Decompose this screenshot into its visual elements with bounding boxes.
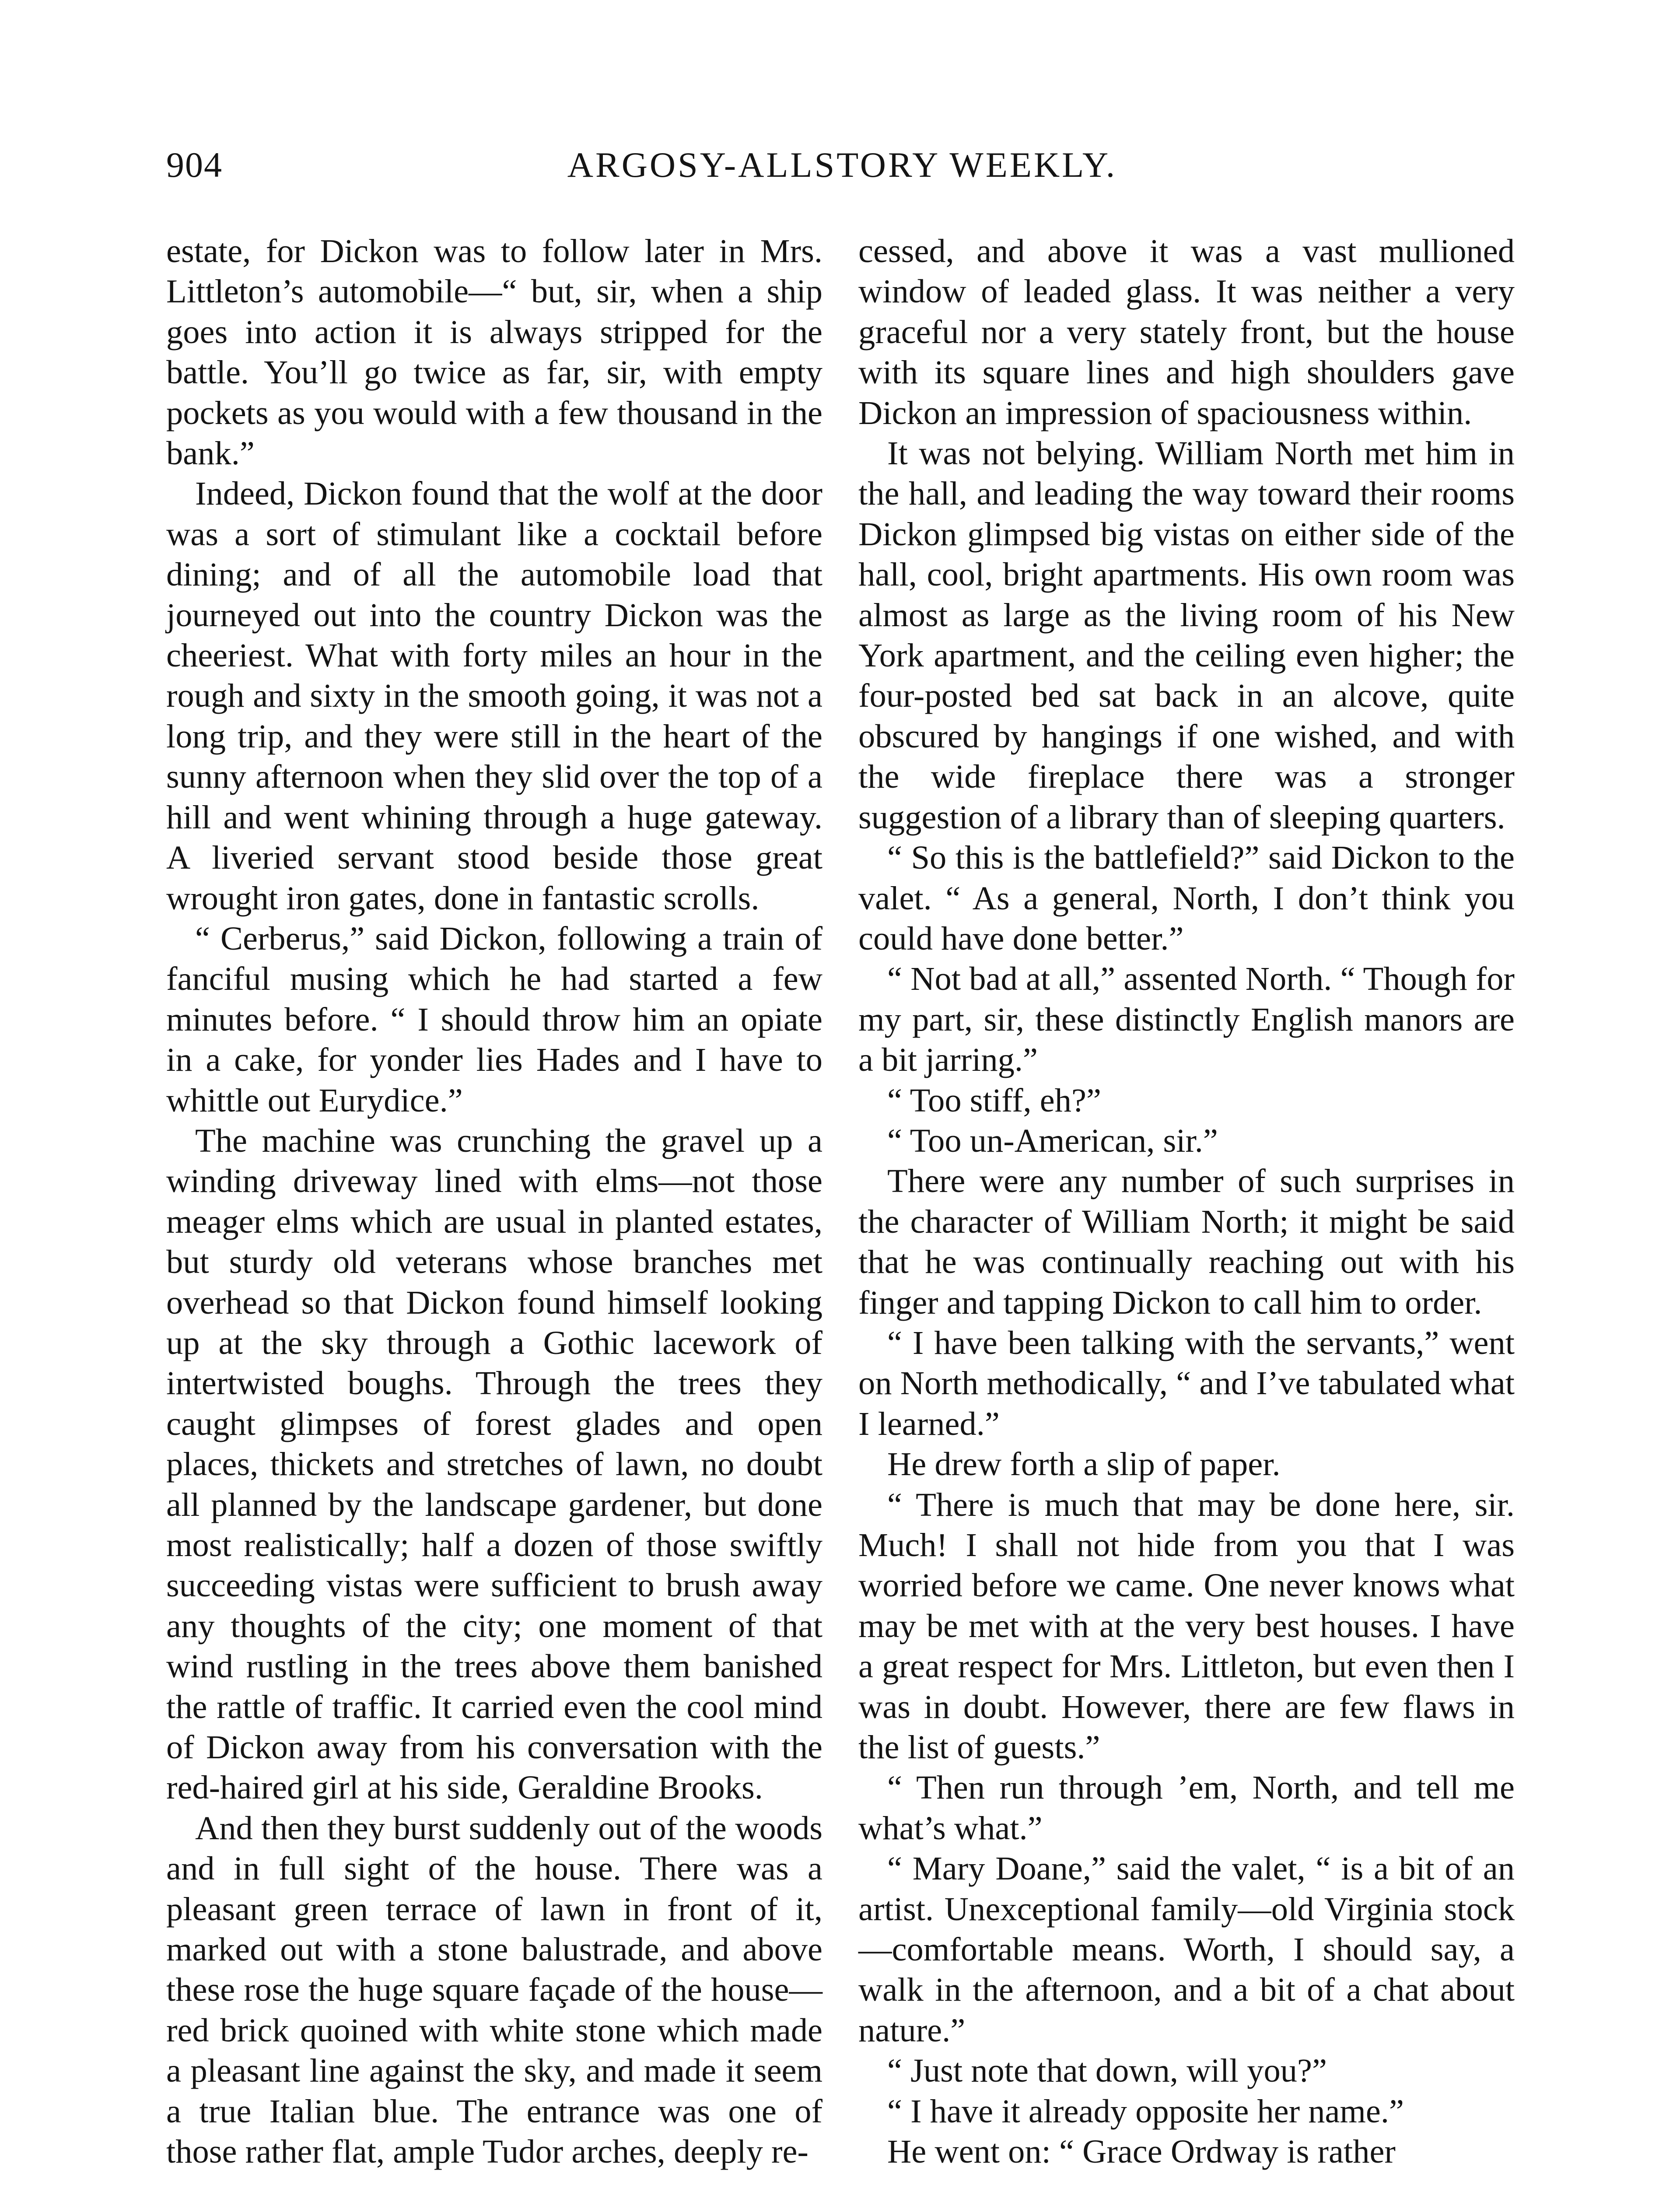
paragraph: “ Too stiff, eh?” — [887, 1081, 1101, 1119]
paragraph: “ I have been talking with the servants,” went on North methodically, “ and I’ve tabulated what I learned.” — [858, 1324, 1515, 1442]
paragraph: estate, for Dickon was to follow later in Mrs. Littleton’s automobile—“ but, sir, when a ship goes into action it is always stripped for the battle. You’ll go twice as far, sir, with empty pockets as you would with a few thousand in the bank.” — [166, 232, 822, 472]
paragraph: “ Then run through ’em, North, and tell me what’s what.” — [858, 1769, 1515, 1847]
paragraph: There were any number of such surprises in the character of William North; it might be said that he was continually reaching out with his finger and tapping Dickon to call him to order. — [858, 1162, 1515, 1321]
paragraph: The machine was crunching the gravel up a winding driveway lined with elms—not those meager elms which are usual in planted estates, but sturdy old veterans whose branches met overhead so that Dickon found himself looking up at the sky through a Gothic lacework of intertwisted boughs. Through the trees they caught glimpses of forest glades and open places, thickets and stretches of lawn, no doubt all planned by the landscape gardener, but done most realistically; half a dozen of those swiftly succeeding vistas were sufficient to brush away any thoughts of the city; one moment of that wind rustling in the trees above them banished the rattle of traffic. It carried even the cool mind of Dickon away from his conversation with the red-haired girl at his side, Geraldine Brooks. — [166, 1122, 822, 1806]
paragraph: “ Not bad at all,” assented North. “ Though for my part, sir, these distinctly English manors are a bit jarring.” — [858, 960, 1515, 1079]
paragraph: cessed, and above it was a vast mullioned window of leaded glass. It was neither a very graceful nor a very stately front, but the house with its square lines and high shoulders gave Dickon an impression of spaciousness within. — [858, 232, 1515, 431]
paragraph: “ I have it already opposite her name.” — [887, 2092, 1404, 2130]
left-text-column — [166, 231, 822, 2172]
paragraph: Indeed, Dickon found that the wolf at the door was a sort of stimulant like a cocktail before dining; and of all the automobile load that journeyed out into the country Dickon was the cheeriest. What with forty miles an hour in the rough and sixty in the smooth going, it was not a long trip, and they were still in the heart of the sunny afternoon when they slid over the top of a hill and went whining through a huge gateway. A liveried servant stood beside those great wrought iron gates, done in fantastic scrolls. — [166, 475, 822, 917]
page-header — [166, 144, 1518, 193]
paragraph: He went on: “ Grace Ordway is rather — [887, 2133, 1396, 2170]
paragraph: “ There is much that may be done here, sir. Much! I shall not hide from you that I was worried before we came. One never knows what may be met with at the very best houses. I have a great respect for Mrs. Littleton, but even then I was in doubt. However, there are few flaws in the list of guests.” — [858, 1486, 1515, 1766]
right-text-column — [858, 231, 1515, 2172]
paragraph: “ Too un-American, sir.” — [887, 1122, 1218, 1159]
paragraph: “ Mary Doane,” said the valet, “ is a bit of an artist. Unexceptional family—old Virginia stock—comfortable means. Worth, I should say, a walk in the afternoon, and a bit of a chat about nature.” — [858, 1850, 1515, 2049]
running-title: ARGOSY-ALLSTORY WEEKLY. — [567, 145, 1117, 185]
paragraph: It was not belying. William North met him in the hall, and leading the way toward their rooms Dickon glimpsed big vistas on either side of the hall, cool, bright apartments. His own room was almost as large as the living room of his New York apartment, and the ceiling even higher; the four-posted bed sat back in an alcove, quite obscured by hangings if one wished, and with the wide fireplace there was a stronger suggestion of a library than of sleeping quarters. — [858, 435, 1515, 836]
page-number: 904 — [166, 145, 223, 185]
paragraph: “ Cerberus,” said Dickon, following a train of fanciful musing which he had started a few minutes before. “ I should throw him an opiate in a cake, for yonder lies Hades and I have to whittle out Eurydice.” — [166, 919, 822, 1119]
paragraph: “ Just note that down, will you?” — [887, 2052, 1327, 2090]
paragraph: “ So this is the battlefield?” said Dickon to the valet. “ As a general, North, I don’t think you could have done better.” — [858, 839, 1515, 957]
paragraph: He drew forth a slip of paper. — [887, 1445, 1281, 1483]
paragraph: And then they burst suddenly out of the woods and in full sight of the house. There was a pleasant green terrace of lawn in front of it, marked out with a stone balustrade, and above these rose the huge square façade of the house—red brick quoined with white stone which made a pleasant line against the sky, and made it seem a true Italian blue. The entrance was one of those rather flat, ample Tudor arches, deeply re- — [166, 1809, 822, 2170]
